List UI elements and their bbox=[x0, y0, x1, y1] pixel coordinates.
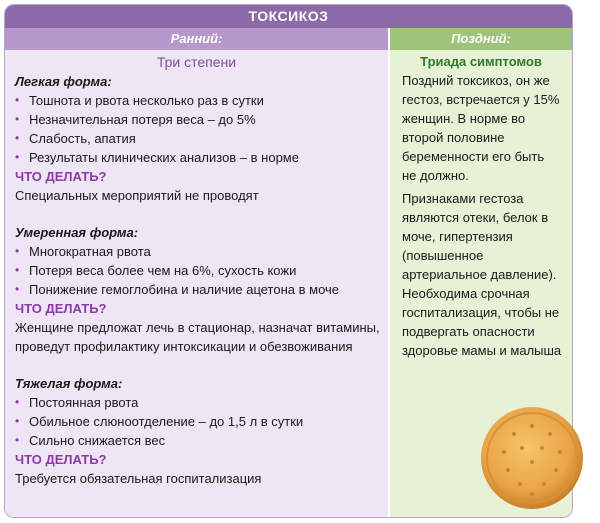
bullet-icon: • bbox=[15, 395, 20, 409]
bullet-icon: • bbox=[15, 131, 20, 145]
list-item bbox=[15, 129, 380, 148]
bullet-icon: • bbox=[15, 93, 20, 107]
late-body bbox=[390, 71, 572, 360]
symptom-list bbox=[15, 91, 380, 167]
list-item bbox=[15, 148, 380, 167]
list-item bbox=[15, 393, 380, 412]
symptom-list bbox=[15, 242, 380, 299]
list-item-text: Многократная рвота bbox=[29, 244, 151, 259]
bullet-icon: • bbox=[15, 244, 20, 258]
list-item-text: Слабость, апатия bbox=[29, 131, 136, 146]
list-item bbox=[15, 91, 380, 110]
list-item-text: Понижение гемоглобина и наличие ацетона в моче bbox=[29, 282, 340, 297]
list-item bbox=[15, 242, 380, 261]
list-item-text: Сильно снижается вес bbox=[29, 433, 166, 448]
todo-label: ЧТО ДЕЛАТЬ? bbox=[15, 452, 107, 467]
symptom-list bbox=[15, 393, 380, 450]
early-column bbox=[5, 28, 388, 517]
section-moderate bbox=[15, 223, 380, 356]
late-header: Поздний: bbox=[390, 28, 572, 50]
list-item-text: Тошнота и рвота несколько раз в сутки bbox=[29, 93, 264, 108]
list-item-text: Потеря веса более чем на 6%, сухость кожи bbox=[29, 263, 297, 278]
late-subtitle: Триада симптомов bbox=[420, 54, 542, 69]
todo-label: ЧТО ДЕЛАТЬ? bbox=[15, 169, 107, 184]
list-item bbox=[15, 261, 380, 280]
todo-text: Требуется обязательная госпитализация bbox=[15, 471, 262, 486]
list-item-text: Незначительная потеря веса – до 5% bbox=[29, 112, 256, 127]
late-paragraph: Поздний токсикоз, он же гестоз, встречается у 15% женщин. В норме во второй половине беременности его быть не должно. bbox=[402, 73, 560, 183]
section-title: Тяжелая форма: bbox=[15, 376, 123, 391]
section-severe bbox=[15, 374, 380, 488]
list-item bbox=[15, 412, 380, 431]
todo-label: ЧТО ДЕЛАТЬ? bbox=[15, 301, 107, 316]
list-item-text: Результаты клинических анализов – в норме bbox=[29, 150, 299, 165]
bullet-icon: • bbox=[15, 112, 20, 126]
early-header: Ранний: bbox=[5, 28, 388, 50]
bullet-icon: • bbox=[15, 282, 20, 296]
bullet-icon: • bbox=[15, 150, 20, 164]
section-title: Умеренная форма: bbox=[15, 225, 139, 240]
todo-text: Специальных мероприятий не проводят bbox=[15, 188, 259, 203]
section-gap bbox=[15, 356, 380, 374]
section-title: Легкая форма: bbox=[15, 74, 112, 89]
list-item bbox=[15, 280, 380, 299]
cracker-image bbox=[478, 404, 586, 512]
early-subtitle: Три степени bbox=[156, 54, 237, 70]
bullet-icon: • bbox=[15, 414, 20, 428]
list-item bbox=[15, 431, 380, 450]
list-item bbox=[15, 110, 380, 129]
list-item-text: Постоянная рвота bbox=[29, 395, 139, 410]
list-item-text: Обильное слюноотделение – до 1,5 л в сутки bbox=[29, 414, 304, 429]
todo-text: Женщине предложат лечь в стационар, назначат витамины, проведут профилактику интоксикации и обезвоживания bbox=[15, 320, 380, 354]
late-paragraph: Признаками гестоза являются отеки, белок в моче, гипертензия (повышенное артериальное давление). Необходима срочная госпитализация, чтобы не подвергать опасности здоровье мамы и малыша bbox=[402, 191, 562, 358]
section-mild bbox=[15, 72, 380, 205]
bullet-icon: • bbox=[15, 263, 20, 277]
early-body bbox=[5, 72, 388, 488]
page-title: ТОКСИКОЗ bbox=[5, 5, 572, 28]
bullet-icon: • bbox=[15, 433, 20, 447]
section-gap bbox=[15, 205, 380, 223]
